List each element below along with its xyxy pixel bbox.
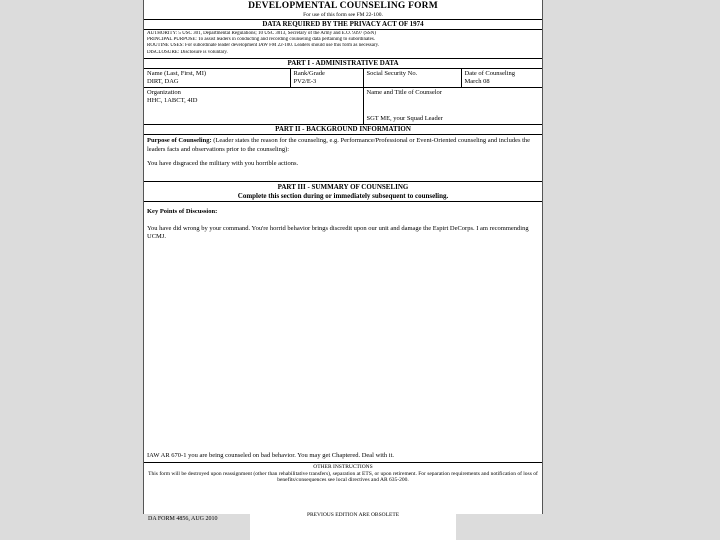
name-label: Name (Last, First, MI) [147,69,207,77]
key-points-value: You have did wrong by your command. You're horrid behavior brings discredit upon our unit and damage the Espirt DeCorps. I am recommending UCMJ. [147,224,529,241]
purpose-label: Purpose of Counseling: [147,137,212,145]
privacy-routine-uses: ROUTINE USES: For subordinate leader development IAW FM 22-100. Leaders should use this form as necessary. [147,43,380,49]
privacy-authority: AUTHORITY: 5 USC 301, Departmental Regulations; 10 USC 3013, Secretary of the Army and E.O. 9397 (SSN) [147,31,376,36]
counseling-form [143,0,543,514]
previous-edition-notice: PREVIOUS EDITION ARE OBSOLETE [250,508,456,540]
part1-header: PART I - ADMINISTRATIVE DATA [144,58,542,69]
form-subtitle: For use of this form see FM 22-100. [303,12,383,18]
closing-statement: IAW AR 670-1 you are being counseled on bad behavior. You may get Chaptered. Deal with it. [147,451,395,459]
purpose-instructions: (Leader states the reason for the counseling, e.g. Performance/Professional or Event-Oriented counseling and includes the leaders facts and observations prior to the counseling): [147,137,531,153]
rank-value: PV2/E-3 [293,77,317,85]
ssn-field[interactable] [363,69,461,88]
part3-title: PART III - SUMMARY OF COUNSELING [277,183,409,192]
other-instructions-header: OTHER INSTRUCTIONS [313,464,373,471]
form-header [144,0,542,19]
part3-subtitle: Complete this section during or immediately subsequent to counseling. [237,191,449,200]
privacy-disclosure: DISCLOSURE: Disclosure is voluntary. [147,49,228,55]
name-field[interactable] [144,69,290,88]
rank-field[interactable] [290,69,363,88]
privacy-act-header: DATA REQUIRED BY THE PRIVACY ACT OF 1974 [144,19,542,30]
organization-value: HHC, 1ABCT, 4ID [147,97,198,105]
form-title: DEVELOPMENTAL COUNSELING FORM [248,1,438,11]
date-value: March 08 [464,77,490,85]
date-label: Date of Counseling [464,69,516,77]
form-id: DA FORM 4856, AUG 2010 [148,516,218,522]
purpose-value[interactable]: You have disgraced the military with you horrible actions. [147,160,299,168]
privacy-statement [144,30,542,58]
part3-header [144,181,542,202]
rank-label: Rank/Grade [293,69,325,77]
counselor-label: Name and Title of Counselor [366,89,442,97]
other-instructions [144,462,542,485]
name-value: DIRT, DAG [147,77,179,85]
other-instructions-text: This form will be destroyed upon reassignment (other than rehabilitative transfers), separation at ETS, or upon retirement. For separation requirements and notification of loss of benefits/consequences see local directives and AR 635-200. [148,470,538,484]
organization-field[interactable] [144,88,363,125]
counselor-field[interactable] [363,88,542,125]
summary-section[interactable] [144,206,542,462]
organization-label: Organization [147,89,181,97]
counselor-value: SGT ME, your Squad Leader [366,115,443,123]
purpose-section [144,135,542,181]
key-points-label: Key Points of Discussion: [147,208,218,216]
administrative-data-table [144,69,542,126]
date-field[interactable] [461,69,542,88]
privacy-purpose: PRINCIPAL PURPOSE: To assist leaders in conducting and recording counseling data pertaining to subordinates. [147,37,376,43]
part2-header: PART II - BACKGROUND INFORMATION [144,125,542,135]
ssn-label: Social Security No. [366,69,418,77]
